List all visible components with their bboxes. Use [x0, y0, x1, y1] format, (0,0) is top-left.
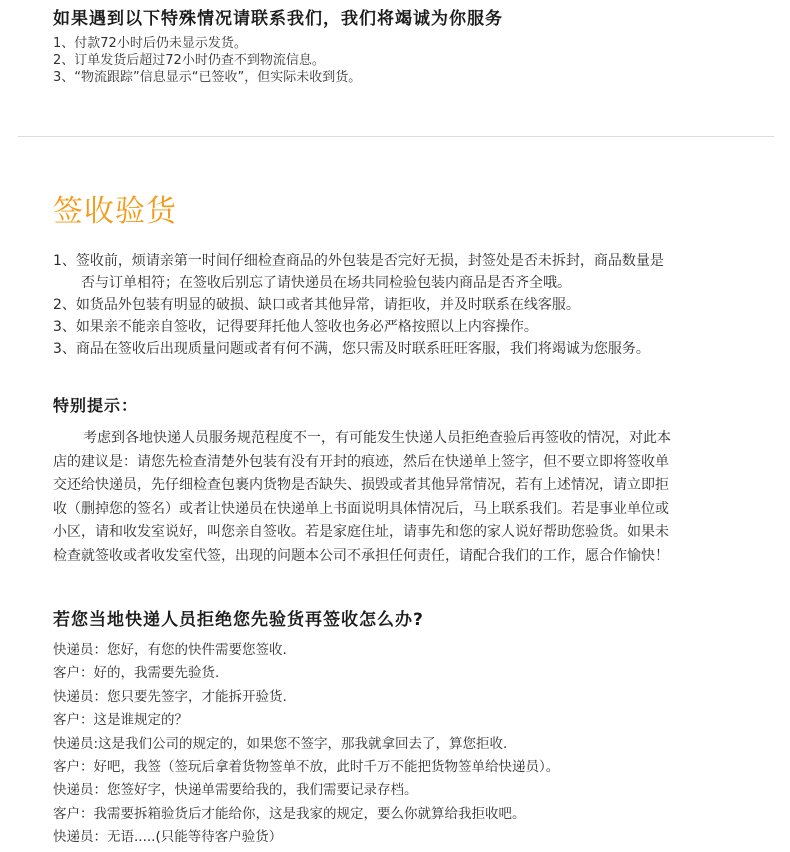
- list-item-continuation: 否与订单相符；在签收后别忘了请快递员在场共同检验包装内商品是否齐全哦。: [81, 275, 571, 291]
- list-item: 3、如果亲不能亲自签收，记得要拜托他人签收也务必严格按照以上内容操作。: [53, 319, 538, 335]
- contact-heading: 如果遇到以下特殊情况请联系我们，我们将竭诚为你服务: [53, 9, 503, 29]
- inspection-list: [53, 250, 753, 360]
- paragraph-line: 小区，请和收发室说好，叫您亲自签收。若是家庭住址，请事先和您的家人说好帮助您验货。如果未: [53, 524, 669, 540]
- dialog-line: 快递员：您好，有您的快件需要您签收.: [53, 642, 287, 658]
- paragraph-line: 交还给快递员，先仔细检查包裹内货物是否缺失、损毁或者其他异常情况，若有上述情况，请立即拒: [53, 477, 669, 493]
- list-item: 1、付款72小时后仍未显示发货。: [53, 36, 247, 51]
- paragraph-line: 检查就签收或者收发室代签，出现的问题本公司不承担任何责任，请配合我们的工作，愿合作愉快！: [53, 547, 669, 564]
- list-item: 1、签收前，烦请亲第一时间仔细检查商品的外包装是否完好无损，封签处是否未拆封，商品数量是: [53, 253, 664, 269]
- contact-list: [53, 35, 361, 86]
- list-item: 3、商品在签收后出现质量问题或者有何不满，您只需及时联系旺旺客服，我们将竭诚为您服务。: [53, 341, 650, 357]
- paragraph-line: 店的建议是：请您先检查清楚外包装有没有开封的痕迹，然后在快递单上签字，但不要立即将签收单: [53, 453, 669, 470]
- paragraph-line: 考虑到各地快递人员服务规范程度不一，有可能发生快递人员拒绝查验后再签收的情况，对此本: [83, 430, 671, 446]
- section-divider: [18, 136, 774, 137]
- list-item: 2、订单发货后超过72小时仍查不到物流信息。: [53, 53, 325, 68]
- dialog-line: 客户：好的，我需要先验货.: [53, 665, 220, 682]
- dialog-line: 客户：好吧，我签（签玩后拿着货物签单不放，此时千万不能把货物签单给快递员）。: [53, 759, 560, 776]
- paragraph-line: 收（删掉您的签名）或者让快递员在快递单上书面说明具体情况后，马上联系我们。若是事业单位或: [53, 500, 669, 517]
- list-item: 3、“物流跟踪”信息显示“已签收”，但实际未收到货。: [53, 70, 362, 85]
- dialog-line: 快递员：无语.....(只能等待客户验货）: [53, 829, 283, 846]
- dialog-line: 快递员:这是我们公司的规定的，如果您不签字，那我就拿回去了，算您拒收.: [53, 735, 508, 752]
- refusal-heading: 若您当地快递人员拒绝您先验货再签收怎么办?: [53, 610, 424, 630]
- dialog-line: 客户：我需要拆箱验货后才能给你，这是我家的规定，要么你就算给我拒收吧。: [53, 805, 526, 822]
- list-item: 2、如货品外包装有明显的破损、缺口或者其他异常，请拒收，并及时联系在线客服。: [53, 297, 580, 313]
- dialog-line: 客户：这是谁规定的？: [53, 712, 188, 729]
- dialog-line: 快递员：您签好字，快递单需要给我的，我们需要记录存档。: [53, 782, 418, 799]
- dialog-line: 快递员：您只要先签字，才能拆开验货.: [53, 688, 287, 705]
- dialog-list: [53, 639, 559, 850]
- inspection-title: 签收验货: [53, 194, 177, 229]
- tips-paragraph: [53, 427, 753, 568]
- tips-heading: 特别提示：: [53, 396, 139, 415]
